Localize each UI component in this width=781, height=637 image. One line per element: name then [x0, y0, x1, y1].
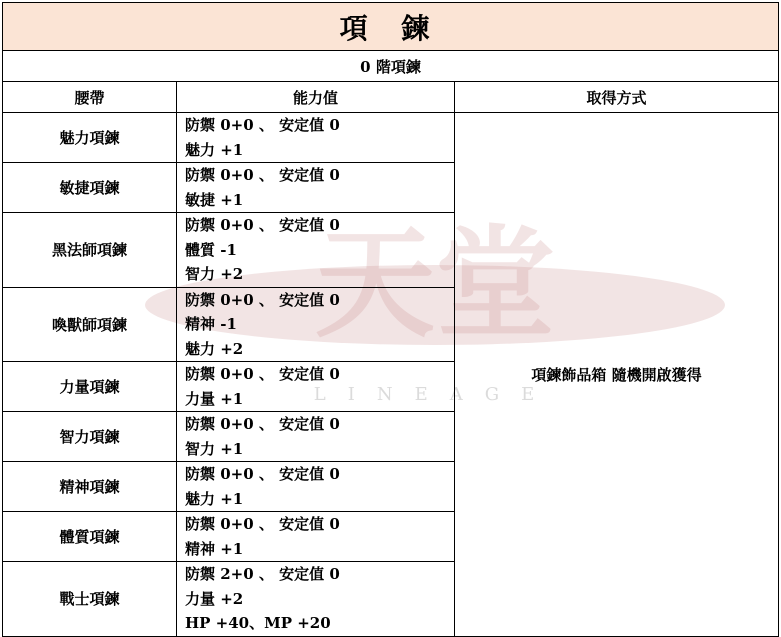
tier-subtitle: 0 階項鍊: [3, 51, 779, 82]
stat-line: 力量 +1: [185, 389, 244, 408]
stat-line: 防禦 0+0 、 安定值 0: [185, 415, 340, 433]
item-stats: [177, 163, 455, 213]
item-name: 智力項鍊: [3, 412, 177, 462]
stat-line: 防禦 0+0 、 安定值 0: [185, 216, 340, 234]
stat-line: 防禦 0+0 、 安定值 0: [185, 365, 340, 383]
item-name: 戰士項鍊: [3, 562, 177, 637]
stat-line: 防禦 0+0 、 安定值 0: [185, 166, 340, 184]
stat-line: 防禦 2+0 、 安定值 0: [185, 565, 340, 583]
acquire-method: 項鍊飾品箱 隨機開啟獲得: [455, 113, 779, 637]
necklace-table: [2, 2, 779, 637]
item-name: 黑法師項鍊: [3, 213, 177, 288]
stat-line: HP +40、MP +20: [185, 614, 331, 632]
watermark-logo-text: 天堂: [315, 213, 555, 354]
item-stats: [177, 512, 455, 562]
item-stats: [177, 213, 455, 288]
item-stats: [177, 412, 455, 462]
stat-line: 防禦 0+0 、 安定值 0: [185, 290, 340, 309]
watermark-sub-text: LINEAGE: [313, 384, 557, 405]
stat-line: 防禦 0+0 、 安定值 0: [185, 465, 340, 483]
stat-line: 力量 +2: [185, 589, 244, 608]
item-stats: [177, 287, 455, 362]
stat-line: 智力 +2: [185, 265, 244, 283]
item-stats: [177, 113, 455, 163]
stat-line: 魅力 +1: [185, 140, 244, 159]
stat-line: 智力 +1: [185, 439, 244, 458]
item-name: 喚獸師項鍊: [3, 287, 177, 362]
item-name: 敏捷項鍊: [3, 163, 177, 213]
stat-line: 敏捷 +1: [185, 190, 244, 209]
stat-line: 精神 -1: [185, 315, 237, 333]
item-stats: [177, 562, 455, 637]
page-title: 項 鍊: [3, 3, 779, 51]
stat-line: 魅力 +2: [185, 339, 244, 358]
table-row: [3, 113, 779, 163]
header-name: 腰帶: [3, 82, 177, 113]
item-stats: [177, 362, 455, 412]
stat-line: 防禦 0+0 、 安定值 0: [185, 116, 340, 134]
header-stats: 能力值: [177, 82, 455, 113]
item-stats: [177, 462, 455, 512]
stat-line: 魅力 +1: [185, 489, 244, 508]
header-acquire: 取得方式: [455, 82, 779, 113]
stat-line: 防禦 0+0 、 安定值 0: [185, 515, 340, 533]
stat-line: 體質 -1: [185, 240, 237, 259]
item-name: 魅力項鍊: [3, 113, 177, 163]
item-name: 體質項鍊: [3, 512, 177, 562]
item-name: 精神項鍊: [3, 462, 177, 512]
stat-line: 精神 +1: [185, 539, 244, 558]
item-name: 力量項鍊: [3, 362, 177, 412]
